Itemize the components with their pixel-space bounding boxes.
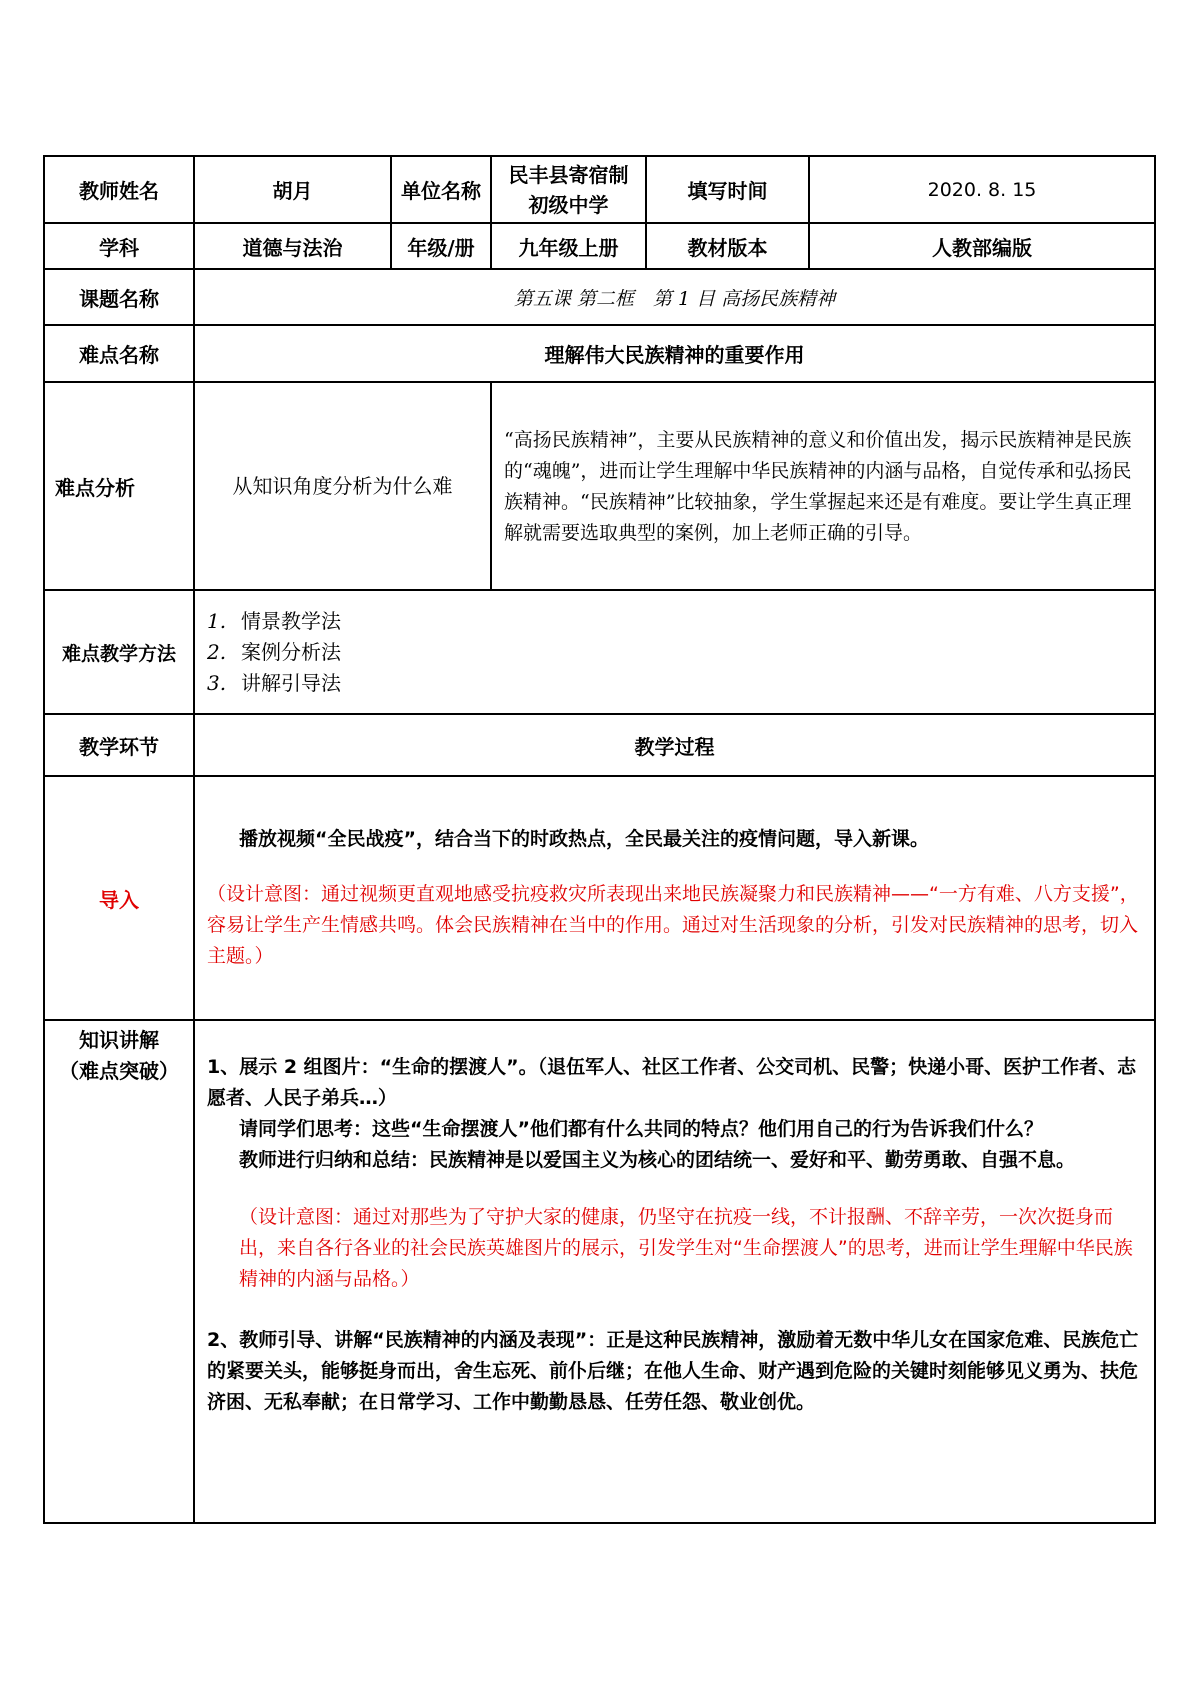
knowledge-content [194, 1020, 1155, 1523]
unit-name-value: 民丰县寄宿制初级中学 [491, 156, 646, 223]
analysis-text-cell [491, 382, 1155, 590]
knowledge-question: 请同学们思考：这些“生命摆渡人”他们都有什么共同的特点？他们用自己的行为告诉我们什么？ [239, 1118, 1043, 1140]
intro-content [194, 776, 1155, 1020]
lesson-plan-table [43, 155, 1156, 1524]
difficulty-label: 难点名称 [44, 325, 194, 382]
knowledge-label-line1: 知识讲解 [79, 1028, 159, 1052]
intro-text: 播放视频“全民战疫”，结合当下的时政热点，全民最关注的疫情问题，导入新课。 [239, 828, 929, 850]
intro-design-note: （设计意图：通过视频更直观地感受抗疫救灾所表现出来地民族凝聚力和民族精神——“一方有难、八方支援”，容易让学生产生情感共鸣。体会民族精神在当中的作用。通过对生活现象的分析，引发对民族精神的思考，切入主题。） [207, 883, 1139, 967]
info-row-2 [44, 223, 1155, 269]
knowledge-point-2: 2、教师引导、讲解“民族精神的内涵及表现”：正是这种民族精神，激励着无数中华儿女在国家危难、民族危亡的紧要关头，能够挺身而出，舍生忘死、前仆后继；在他人生命、财产遇到危险的关键时刻能够见义勇为、扶危济困、无私奉献；在日常学习、工作中勤勤恳恳、任劳任怨、敬业创优。 [207, 1329, 1139, 1413]
grade-value: 九年级上册 [491, 223, 646, 269]
analysis-text: “高扬民族精神”，主要从民族精神的意义和价值出发，揭示民族精神是民族的“魂魄”，进而让学生理解中华民族精神的内涵与品格，自觉传承和弘扬民族精神。“民族精神”比较抽象，学生掌握起来还是有难度。要让学生真正理解就需要选取典型的案例，加上老师正确的引导。 [504, 429, 1132, 544]
fill-date-value: 2020. 8. 15 [809, 156, 1155, 223]
topic-label: 课题名称 [44, 269, 194, 325]
knowledge-row [44, 1020, 1155, 1523]
topic-row [44, 269, 1155, 325]
analysis-label: 难点分析 [44, 382, 194, 590]
analysis-sub-label: 从知识角度分析为什么难 [194, 382, 491, 590]
method-item: 3. 讲解引导法 [207, 670, 341, 695]
methods-row [44, 590, 1155, 714]
subject-label: 学科 [44, 223, 194, 269]
method-item: 2. 案例分析法 [207, 639, 341, 664]
intro-row [44, 776, 1155, 1020]
knowledge-point-1: 1、展示 2 组图片：“生命的摆渡人”。（退伍军人、社区工作者、公交司机、民警；快递小哥、医护工作者、志愿者、人民子弟兵…） [207, 1056, 1137, 1109]
process-header: 教学过程 [194, 714, 1155, 776]
method-item: 1. 情景教学法 [207, 608, 341, 633]
intro-label: 导入 [44, 776, 194, 1020]
knowledge-summary: 教师进行归纳和总结：民族精神是以爱国主义为核心的团结统一、爱好和平、勤劳勇敢、自强不息。 [239, 1149, 1076, 1171]
knowledge-design-note: （设计意图：通过对那些为了守护大家的健康，仍坚守在抗疫一线，不计报酬、不辞辛劳，一次次挺身而出，来自各行各业的社会民族英雄图片的展示，引发学生对“生命摆渡人”的思考，进而让学生理解中华民族精神的内涵与品格。） [239, 1206, 1133, 1290]
info-row-1 [44, 156, 1155, 223]
knowledge-label [44, 1020, 194, 1523]
topic-value: 第五课 第二框 第 1 目 高扬民族精神 [194, 269, 1155, 325]
subject-value: 道德与法治 [194, 223, 391, 269]
difficulty-value: 理解伟大民族精神的重要作用 [194, 325, 1155, 382]
edition-label: 教材版本 [646, 223, 809, 269]
analysis-row [44, 382, 1155, 590]
edition-value: 人教部编版 [809, 223, 1155, 269]
unit-name-label: 单位名称 [391, 156, 491, 223]
stage-header: 教学环节 [44, 714, 194, 776]
teacher-name-label: 教师姓名 [44, 156, 194, 223]
fill-date-label: 填写时间 [646, 156, 809, 223]
difficulty-row [44, 325, 1155, 382]
process-header-row [44, 714, 1155, 776]
teacher-name-value: 胡月 [194, 156, 391, 223]
methods-list [194, 590, 1155, 714]
methods-label: 难点教学方法 [44, 590, 194, 714]
grade-label: 年级/册 [391, 223, 491, 269]
knowledge-label-line2: （难点突破） [59, 1059, 179, 1083]
